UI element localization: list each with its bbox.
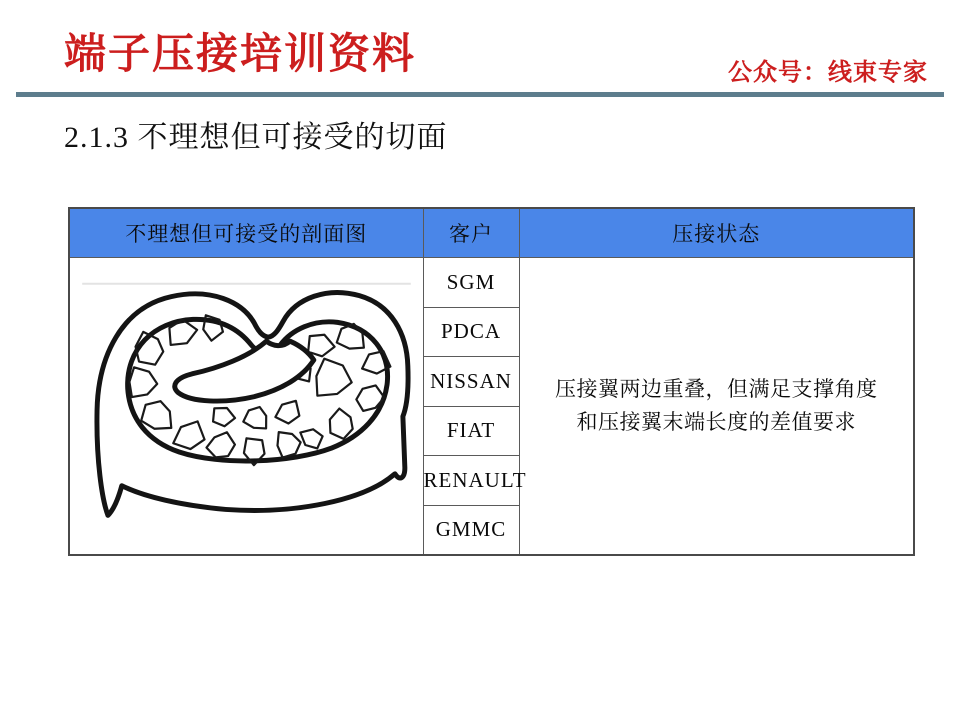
- section-heading: 2.1.3 不理想但可接受的切面: [64, 121, 448, 154]
- page-title: 端子压接培训资料: [64, 32, 417, 78]
- status-line-1: 压接翼两边重叠，但满足支撑角度: [555, 377, 878, 402]
- crimp-acceptance-table: [68, 207, 915, 556]
- status-cell: [519, 258, 914, 556]
- table-header-status: 压接状态: [519, 208, 914, 258]
- table-header-customer: 客户: [423, 208, 519, 258]
- customer-cell: FIAT: [423, 406, 519, 456]
- customer-cell: PDCA: [423, 307, 519, 357]
- header-divider: [16, 92, 944, 97]
- customer-cell: RENAULT: [423, 456, 519, 506]
- table-header-row: [69, 208, 914, 258]
- status-line-2: 和压接翼末端长度的差值要求: [576, 410, 856, 434]
- customer-cell: NISSAN: [423, 357, 519, 407]
- crimp-cross-section-image: [69, 258, 423, 556]
- table-row: [69, 258, 914, 308]
- wechat-account-label: 公众号：线束专家: [728, 60, 928, 86]
- customer-cell: GMMC: [423, 505, 519, 555]
- table-header-profile: 不理想但可接受的剖面图: [69, 208, 423, 258]
- customer-cell: SGM: [423, 258, 519, 308]
